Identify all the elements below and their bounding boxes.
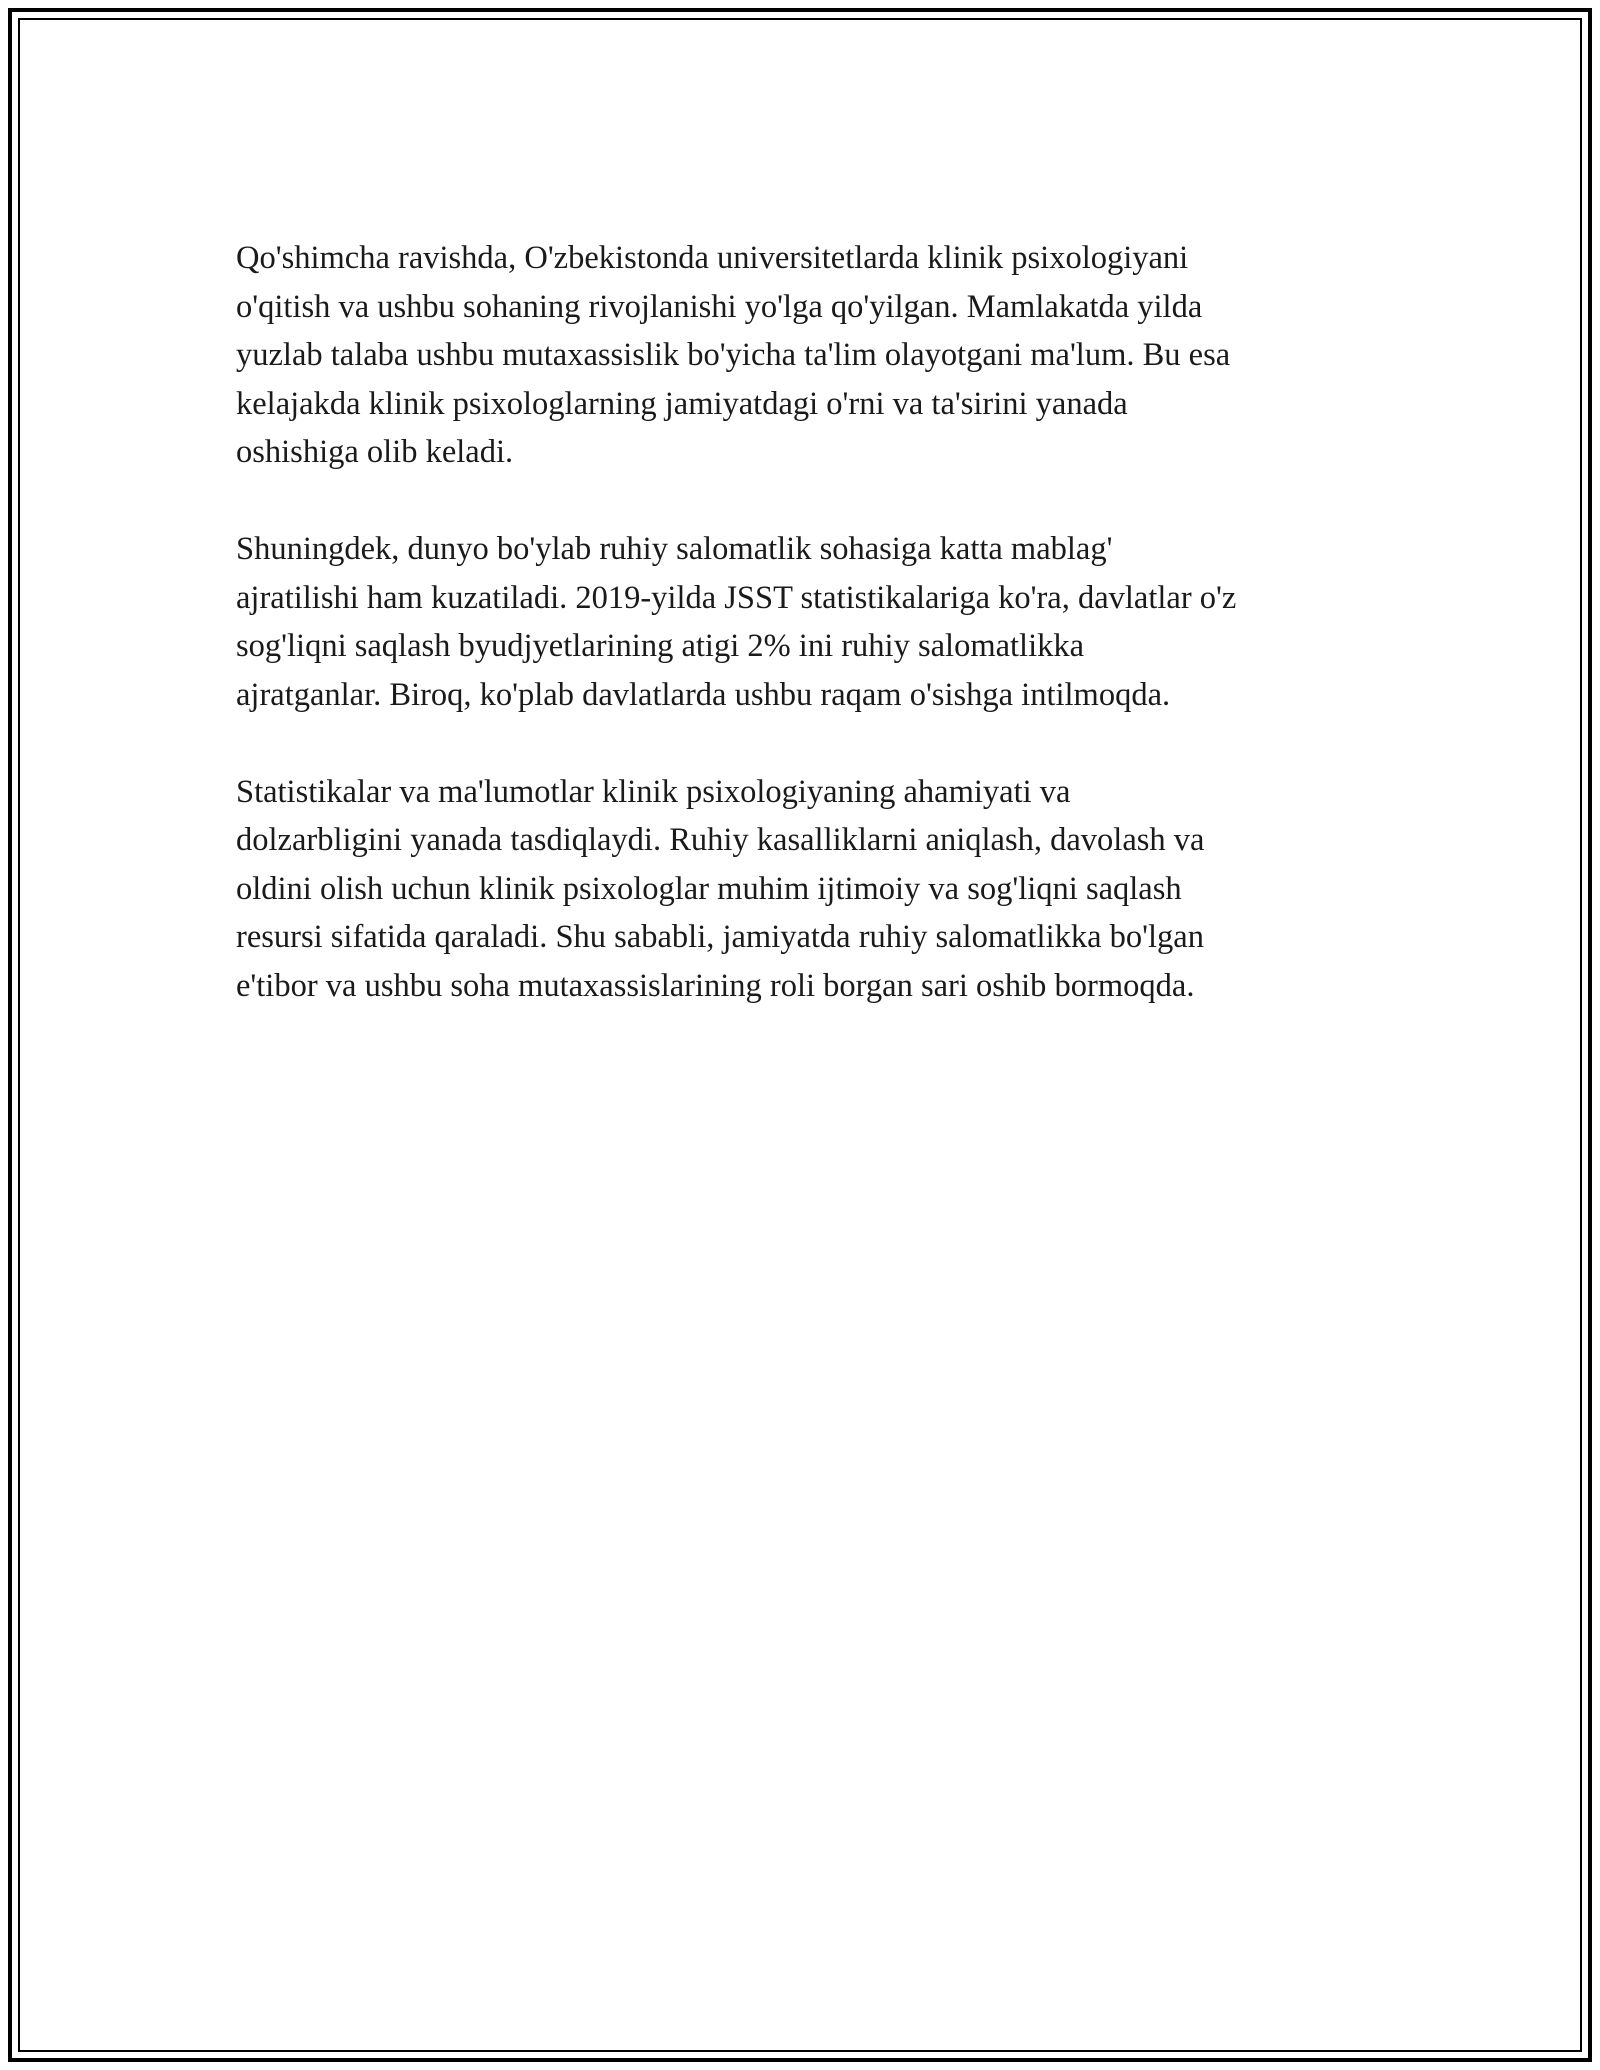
paragraph-line: oshishiga olib keladi. [236,434,514,470]
paragraph-line: ajratganlar. Biroq, ko'plab davlatlarda ushbu raqam o'sishga intilmoqda. [236,676,1171,713]
paragraph-line: ajratilishi ham kuzatiladi. 2019-yilda JSST statistikalariga ko'ra, davlatlar o'z [236,579,1237,616]
paragraph-line: o'qitish va ushbu sohaning rivojlanishi yo'lga qo'yilgan. Mamlakatda yilda [236,288,1203,325]
paragraph-line: resursi sifatida qaraladi. Shu sababli, jamiyatda ruhiy salomatlikka bo'lgan [236,919,1204,955]
paragraph-line: kelajakda klinik psixologlarning jamiyatdagi o'rni va ta'sirini yanada [236,385,1128,422]
paragraph-line: dolzarbligini yanada tasdiqlaydi. Ruhiy kasalliklarni aniqlash, davolash va [236,822,1205,858]
paragraph-line: sog'liqni saqlash byudjyetlarining atigi 2% ini ruhiy salomatlikka [236,628,1085,664]
paragraph-line: oldini olish uchun klinik psixologlar muhim ijtimoiy va sog'liqni saqlash [236,870,1182,907]
paragraph-2 [236,525,1396,719]
paragraph-line: yuzlab talaba ushbu mutaxassislik bo'yicha ta'lim olayotgani ma'lum. Bu esa [236,337,1231,373]
document-body [236,234,1396,1059]
paragraph-1 [236,234,1396,477]
paragraph-line: Qo'shimcha ravishda, O'zbekistonda universitetlarda klinik psixologiyani [236,240,1189,276]
paragraph-line: Shuningdek, dunyo bo'ylab ruhiy salomatlik sohasiga katta mablag' [236,531,1113,567]
paragraph-3 [236,768,1396,1011]
paragraph-line: e'tibor va ushbu soha mutaxassislarining roli borgan sari oshib bormoqda. [236,967,1195,1004]
paragraph-line: Statistikalar va ma'lumotlar klinik psixologiyaning ahamiyati va [236,773,1071,810]
